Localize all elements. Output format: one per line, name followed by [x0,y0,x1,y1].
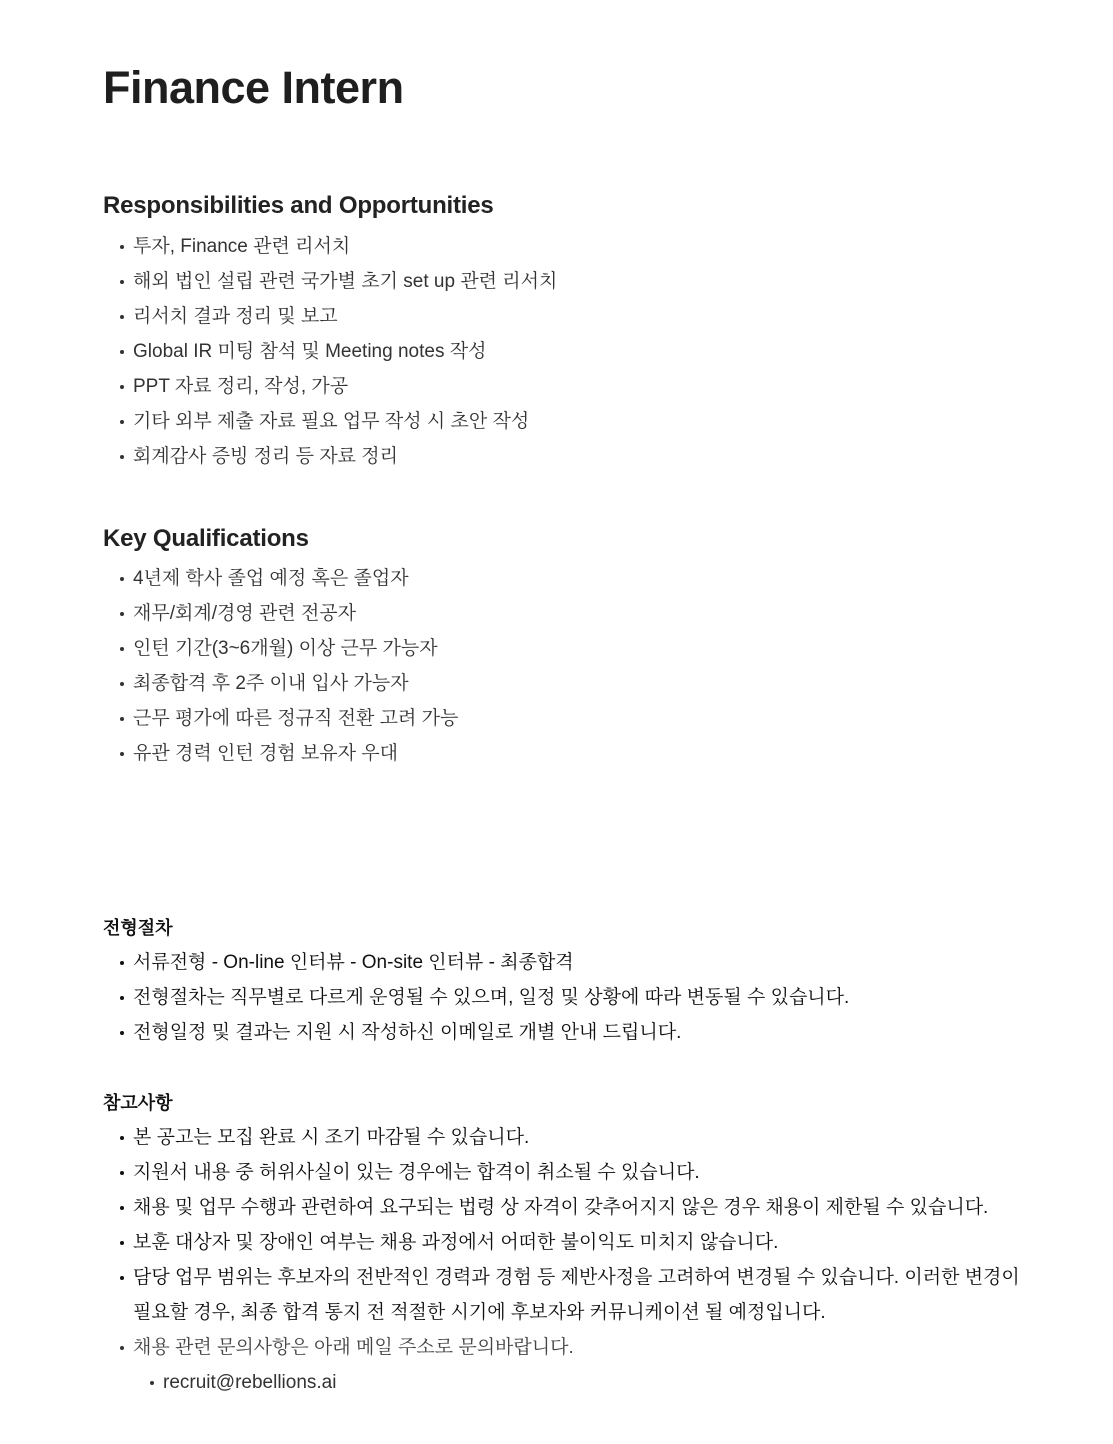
section-heading-responsibilities: Responsibilities and Opportunities [103,192,494,219]
list-item: 지원서 내용 중 허위사실이 있는 경우에는 합격이 취소될 수 있습니다. [103,1155,1043,1190]
section-heading-process: 전형절차 [103,918,173,938]
list-item: 해외 법인 설립 관련 국가별 초기 set up 관련 리서치 [103,264,1043,299]
section-heading-qualifications: Key Qualifications [103,525,309,552]
page-title: Finance Intern [103,62,404,113]
list-item: 리서치 결과 정리 및 보고 [103,299,1043,334]
notes-list [103,1120,1043,1400]
contact-email[interactable]: recruit@rebellions.ai [103,1365,1043,1400]
process-list [103,945,1043,1050]
list-item: 4년제 학사 졸업 예정 혹은 졸업자 [103,561,1043,596]
list-item: 회계감사 증빙 정리 등 자료 정리 [103,439,1043,474]
responsibilities-list [103,229,1043,474]
list-item: 기타 외부 제출 자료 필요 업무 작성 시 초안 작성 [103,404,1043,439]
list-item: Global IR 미팅 참석 및 Meeting notes 작성 [103,334,1043,369]
list-item: 투자, Finance 관련 리서치 [103,229,1043,264]
list-item: 유관 경력 인턴 경험 보유자 우대 [103,736,1043,771]
list-item: 본 공고는 모집 완료 시 조기 마감될 수 있습니다. [103,1120,1043,1155]
list-item: 재무/회계/경영 관련 전공자 [103,596,1043,631]
section-notes [103,1091,1043,1400]
list-item: 채용 관련 문의사항은 아래 메일 주소로 문의바랍니다. [103,1330,1043,1365]
section-responsibilities [103,192,1043,474]
list-item: 근무 평가에 따른 정규직 전환 고려 가능 [103,701,1043,736]
list-item: 최종합격 후 2주 이내 입사 가능자 [103,666,1043,701]
list-item: 서류전형 - On-line 인터뷰 - On-site 인터뷰 - 최종합격 [103,945,1043,980]
list-item: 전형일정 및 결과는 지원 시 작성하신 이메일로 개별 안내 드립니다. [103,1015,1043,1050]
qualifications-list [103,561,1043,771]
list-item: 담당 업무 범위는 후보자의 전반적인 경력과 경험 등 제반사정을 고려하여 변경될 수 있습니다. 이러한 변경이 필요할 경우, 최종 합격 통지 전 적절한 시기에 후보자와 커뮤니케이션 될 예정입니다. [103,1260,1043,1330]
list-item: 채용 및 업무 수행과 관련하여 요구되는 법령 상 자격이 갖추어지지 않은 경우 채용이 제한될 수 있습니다. [103,1190,1043,1225]
list-item: 보훈 대상자 및 장애인 여부는 채용 과정에서 어떠한 불이익도 미치지 않습니다. [103,1225,1043,1260]
list-item: 전형절차는 직무별로 다르게 운영될 수 있으며, 일정 및 상황에 따라 변동될 수 있습니다. [103,980,1043,1015]
section-heading-notes: 참고사항 [103,1093,173,1113]
list-item: PPT 자료 정리, 작성, 가공 [103,369,1043,404]
section-process [103,916,1043,1050]
list-item: 인턴 기간(3~6개월) 이상 근무 가능자 [103,631,1043,666]
section-qualifications [103,525,1043,771]
